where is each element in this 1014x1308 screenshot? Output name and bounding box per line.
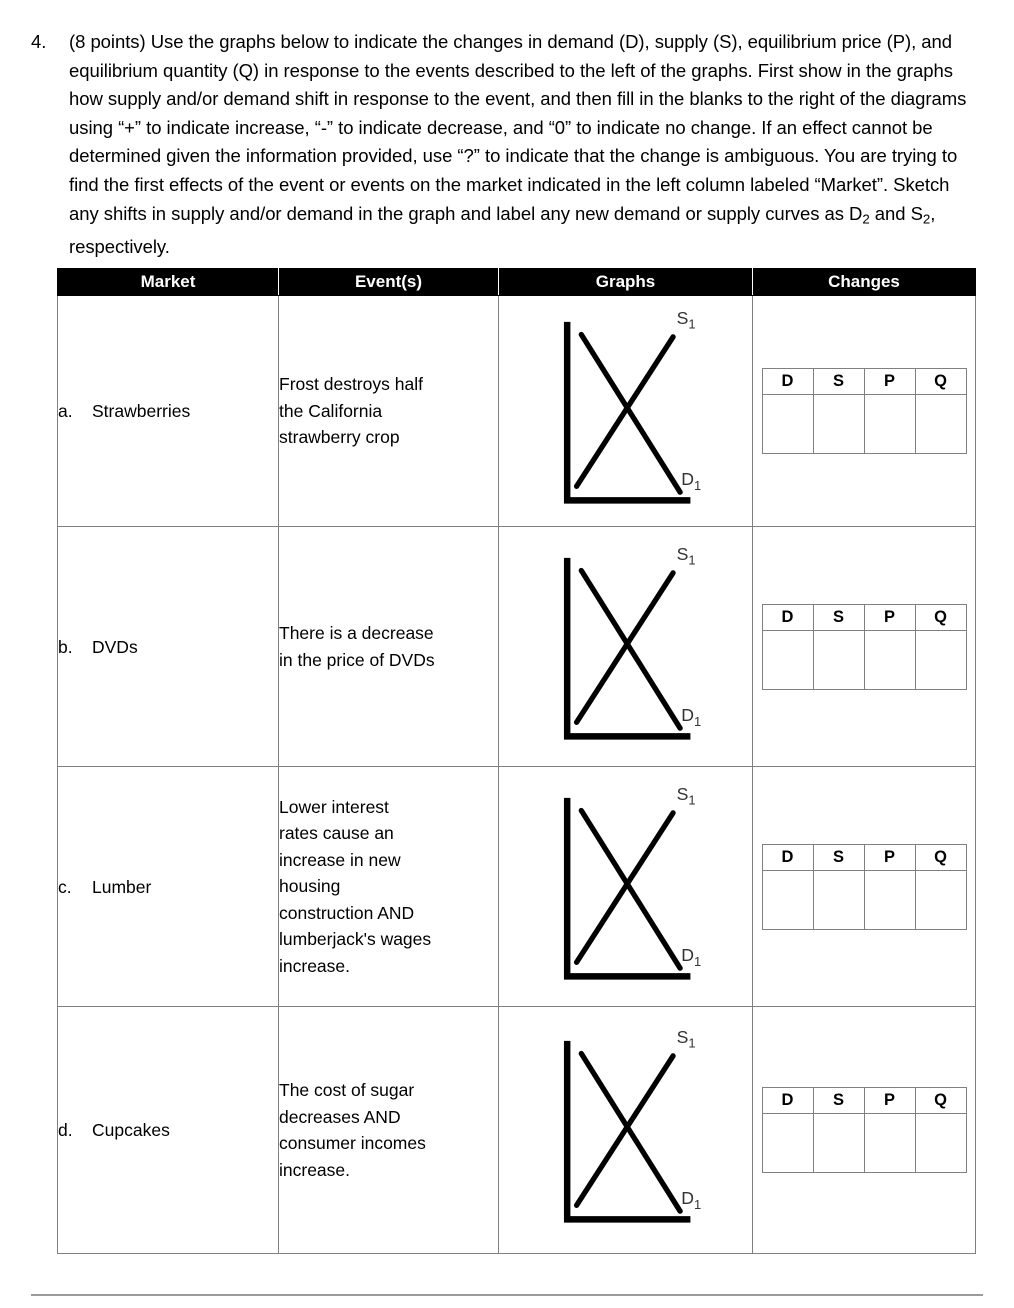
event-line: housing: [279, 876, 341, 897]
column-header-events: Event(s): [279, 269, 499, 296]
event-line: construction AND: [279, 902, 415, 923]
changes-cell-p[interactable]: [864, 630, 915, 689]
event-line: Lower interest: [279, 796, 389, 817]
changes-header-q: Q: [915, 844, 966, 870]
changes-header-d: D: [762, 844, 813, 870]
changes-header-d: D: [762, 604, 813, 630]
market-name: Cupcakes: [92, 1120, 170, 1140]
changes-cell-s[interactable]: [813, 870, 864, 929]
changes-cell-p[interactable]: [864, 1114, 915, 1173]
question-end: , respectively.: [69, 202, 936, 258]
changes-cell-s[interactable]: [813, 630, 864, 689]
event-line: Frost destroys half: [279, 374, 423, 395]
event-line: the California: [279, 400, 383, 421]
changes-header-row: [762, 844, 966, 870]
graphs-cell[interactable]: [499, 296, 753, 527]
supply-demand-graph: [506, 1030, 746, 1230]
demand-curve-d1: [581, 810, 680, 968]
changes-cell-s[interactable]: [813, 395, 864, 454]
demand-curve-d1: [581, 1054, 680, 1212]
supply-curve-s1: [576, 812, 672, 961]
market-cell: [58, 296, 279, 527]
supply-label-s1: $S_1$: [676, 311, 696, 332]
changes-table: [762, 604, 967, 690]
event-line: There is a decrease: [279, 623, 434, 643]
demand-curve-d1: [581, 335, 680, 493]
changes-header-s: S: [813, 1088, 864, 1114]
table-row: [58, 1007, 976, 1254]
events-cell: [279, 527, 499, 767]
event-line: in the price of DVDs: [279, 649, 435, 670]
changes-answer-row: [762, 630, 966, 689]
demand-label-d1: $D_1$: [680, 944, 701, 969]
table-row: [58, 527, 976, 767]
changes-header-q: Q: [915, 1088, 966, 1114]
supply-demand-graph: [506, 787, 746, 987]
supply-curve-s1: [576, 337, 672, 486]
changes-cell-q[interactable]: [915, 1114, 966, 1173]
changes-answer-row: [762, 870, 966, 929]
changes-cell-q[interactable]: [915, 395, 966, 454]
changes-header-row: [762, 604, 966, 630]
event-line: lumberjack's wages: [279, 929, 432, 950]
events-cell: [279, 767, 499, 1007]
changes-cell: [753, 1007, 976, 1254]
graphs-cell[interactable]: [499, 527, 753, 767]
market-letter: c.: [58, 876, 72, 897]
changes-header-s: S: [813, 844, 864, 870]
changes-cell-d[interactable]: [762, 870, 813, 929]
worksheet-table: [57, 268, 976, 1254]
changes-cell-q[interactable]: [915, 630, 966, 689]
supply-label-s1: $S_1$: [676, 1030, 696, 1051]
event-line: The cost of sugar: [279, 1080, 415, 1100]
column-header-market: Market: [58, 269, 279, 296]
supply-curve-s1: [576, 572, 672, 721]
market-cell: [58, 1007, 279, 1254]
demand-curve-d1: [581, 570, 680, 728]
changes-header-q: Q: [915, 604, 966, 630]
changes-header-p: P: [864, 1088, 915, 1114]
market-letter: d.: [58, 1120, 73, 1140]
changes-header-s: S: [813, 604, 864, 630]
question-body: (8 points) Use the graphs below to indicate the changes in demand (D), supply (S), equilibrium price (P), and equilibrium quantity (Q) in response to the events described to the left of the graphs. First show in the graphs how supply and/or demand shift in response to the event, and then fill in the blanks to the right of the diagrams using “+” to indicate increase, “-” to indicate decrease, and “0” to indicate no change. If an effect cannot be determined given the information provided, use “?” to indicate that the change is ambiguous. You are trying to find the first effects of the event or events on the market indicated in the left column labeled “Market”. Sketch any shifts in supply and/or demand in the graph and label any new demand or supply curves as D: [69, 31, 967, 224]
changes-header-row: [762, 369, 966, 395]
event-line: increase.: [279, 955, 351, 976]
changes-table: [762, 368, 967, 454]
supply-curve-s1: [576, 1056, 672, 1205]
table-row: [58, 767, 976, 1007]
event-line: rates cause an: [279, 823, 394, 844]
demand-label-d1: $D_1$: [680, 1188, 701, 1212]
supply-demand-graph: [506, 311, 746, 511]
market-name: DVDs: [92, 636, 138, 657]
question-text: [69, 28, 983, 262]
event-line: consumer incomes: [279, 1133, 426, 1153]
changes-header-p: P: [864, 604, 915, 630]
changes-header-d: D: [762, 1088, 813, 1114]
event-line: decreases AND: [279, 1106, 401, 1127]
market-letter: b.: [58, 636, 73, 657]
graphs-cell[interactable]: [499, 767, 753, 1007]
event-line: strawberry crop: [279, 427, 400, 448]
footer-divider: [31, 1294, 983, 1296]
changes-cell: [753, 527, 976, 767]
changes-header-row: [762, 1088, 966, 1114]
question-number: 4.: [31, 31, 47, 52]
market-cell: [58, 527, 279, 767]
question-sub-s2: 2: [922, 210, 931, 226]
event-line: increase.: [279, 1159, 351, 1180]
demand-label-d1: $D_1$: [680, 704, 701, 729]
supply-label-s1: $S_1$: [676, 786, 696, 808]
changes-cell-s[interactable]: [813, 1114, 864, 1173]
changes-cell: [753, 296, 976, 527]
changes-answer-row: [762, 1114, 966, 1173]
question-mid: and S: [869, 202, 923, 224]
changes-cell-d[interactable]: [762, 630, 813, 689]
changes-answer-row: [762, 395, 966, 454]
question-sub-d2: 2: [862, 210, 870, 226]
column-header-changes: Changes: [753, 269, 976, 296]
changes-cell-q[interactable]: [915, 870, 966, 929]
events-cell: [279, 1007, 499, 1254]
table-header-row: [58, 269, 976, 296]
changes-cell-p[interactable]: [864, 870, 915, 929]
table-body: [58, 296, 976, 1254]
events-cell: [279, 296, 499, 527]
changes-header-s: S: [813, 369, 864, 395]
changes-cell-d[interactable]: [762, 1114, 813, 1173]
changes-cell: [753, 767, 976, 1007]
market-name: Strawberries: [92, 401, 191, 421]
supply-demand-graph: [506, 547, 746, 747]
changes-header-p: P: [864, 844, 915, 870]
changes-cell-d[interactable]: [762, 395, 813, 454]
graphs-cell[interactable]: [499, 1007, 753, 1254]
changes-header-d: D: [762, 369, 813, 395]
question-block: [31, 28, 983, 262]
changes-table: [762, 844, 967, 930]
changes-header-q: Q: [915, 369, 966, 395]
column-header-graphs: Graphs: [499, 269, 753, 296]
demand-label-d1: $D_1$: [680, 469, 701, 493]
supply-label-s1: $S_1$: [676, 546, 696, 568]
event-line: increase in new: [279, 849, 401, 870]
changes-header-p: P: [864, 369, 915, 395]
market-letter: a.: [58, 401, 73, 421]
market-cell: [58, 767, 279, 1007]
changes-table: [762, 1087, 967, 1173]
market-name: Lumber: [92, 876, 152, 897]
table-row: [58, 296, 976, 527]
changes-cell-p[interactable]: [864, 395, 915, 454]
